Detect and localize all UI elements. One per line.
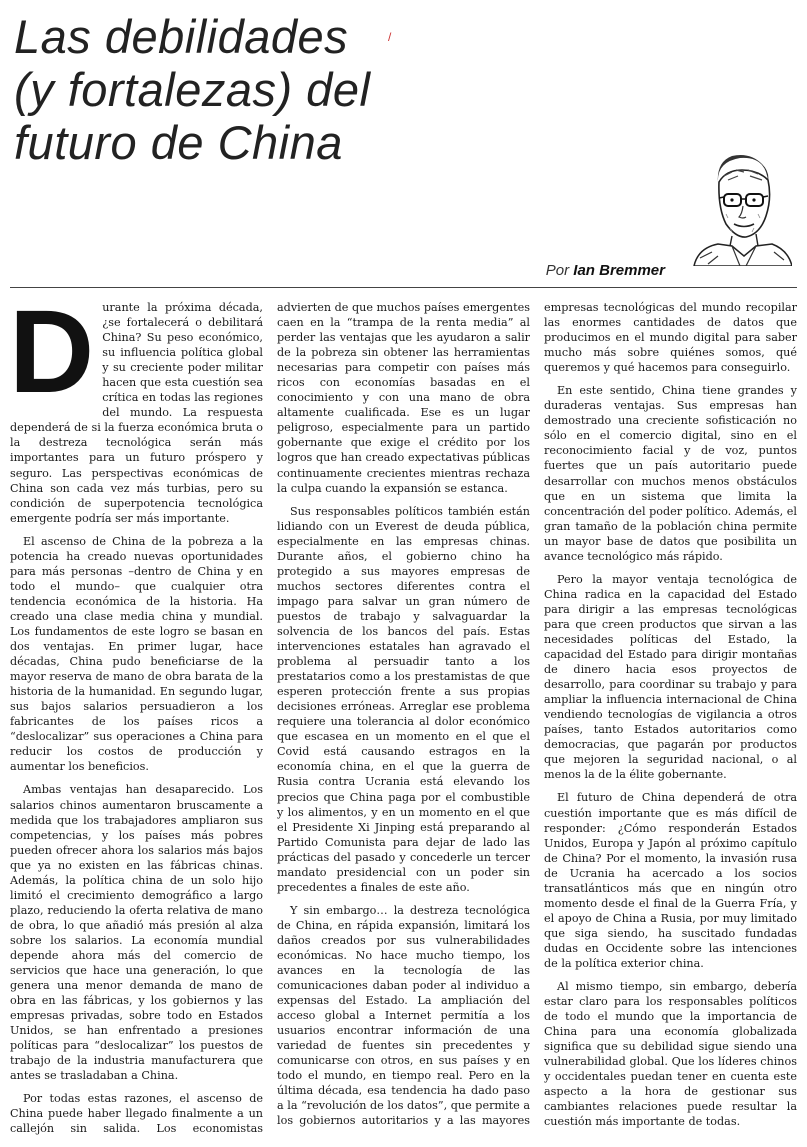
headline-line: (y fortalezas) del: [14, 63, 371, 116]
article-paragraph: [9, 286, 263, 526]
header-divider: [10, 287, 797, 288]
article-paragraph: Al mismo tiempo, sin embargo, debería estar claro para los responsables políticos de todo el mundo que la importancia de China para una economía globalizada significa que su debilidad sigue siendo una vulnerabilidad global. Que los líderes chinos y occidentales puedan tener en cuenta este aspecto a la hora de gestionar sus cambiantes relaciones puede resultar la cuestión más importante de todas.: [544, 980, 797, 1129]
byline-prefix: Por: [545, 262, 570, 279]
paragraph-text: urante la próxima década, ¿se fortalecerá o debilitará China? Su peso económico, su influencia política global y su creciente poder militar hacen que esta cuestión sea crítica en todas las regiones del mundo. La respuesta dependerá de si la fuerza económica bruta o la destreza tecnológica serán más importantes para un futuro próspero y seguro. Las perspectivas económicas de China son cada vez más turbias, pero su condición de superpotencia tecnológica emergente podría ser más importante.: [10, 301, 263, 525]
article-paragraph: El futuro de China dependerá de otra cuestión importante que es más difícil de responder: ¿Cómo responderán Estados Unidos, Europa y Japón al próximo capítulo de China? Por el momento, la invasión rusa de Ucrania ha acercado a los socios transatlánticos más que en ningún otro momento desde el final de la Guerra Fría, y el apoyo de China a Rusia, por muy limitado que siga siendo, ha suscitado fundadas dudas en Occidente sobre las intenciones de la política exterior china.: [544, 791, 797, 970]
article-paragraph: Sus responsables políticos también están lidiando con un Everest de deuda pública, especialmente en las empresas chinas. Durante años, el gobierno chino ha protegido a sus mayores empresas de muchos sectores diferentes contra el impago para salvar un gran número de puestos de trabajo y salvaguardar la solvencia de los bancos del país. Estas intervenciones estatales han agravado el problema al persuadir tanto a los prestatarios como a los prestamistas de que esperen protección frente a sus propias decisiones erróneas. Arreglar ese problema requiere una tolerancia al dolor económico que escasea en un momento en el que el Covid está causando estragos en la economía china, en el que la guerra de Rusia contra Ucrania está elevando los precios que China paga por el combustible y los alimentos, y en un momento en el que el Presidente Xi Jinping está preparando al Partido Comunista para dejar de lado las prácticas del pasado y concederle un tercer mandato presidencial con un poder sin precedentes a finales de este año.: [277, 504, 530, 894]
drop-cap: D: [9, 286, 95, 418]
headline-line: Las debilidades: [14, 10, 349, 63]
article-paragraph: En este sentido, China tiene grandes y duraderas ventajas. Sus empresas han demostrado una creciente sofisticación no sólo en el comercio digital, sino en el reconocimiento facial y de voz, puntos fuertes que un país autoritario puede desarrollar con muchos menos obstáculos que en un sistema que limita la concentración del poder político. Además, el gran tamaño de la población china permite un mayor base de datos que posibilita un avance tecnológico más rápido.: [544, 384, 797, 563]
article-paragraph: Pero la mayor ventaja tecnológica de China radica en la capacidad del Estado para dirigir a las empresas tecnológicas para que creen productos que sirvan a las necesidades políticas del Estado, la capacidad del Estado para dirigir montañas de dinero hacia esos proyectos de desarrollo, para coordinar su trabajo y para ampliar la influencia internacional de China vendiendo tecnologías de vigilancia a otros países, tanto Estados autoritarios como democracias, que pagarán por productos que mejoren la seguridad nacional, o al menos la de la élite gobernante.: [544, 572, 797, 782]
article-paragraph: Ambas ventajas han desaparecido. Los salarios chinos aumentaron bruscamente a medida que los trabajadores ampliaron sus competencias, y los países más pobres pueden ofrecer ahora los salarios más bajos que ya no existen en las fábricas chinas. Además, la política china de un solo hijo limitó el crecimiento demográfico a largo plazo, reduciendo la oferta relativa de mano de obra, lo que añadió más presión al alza sobre los salarios. La economía mundial depende ahora más del comercio de servicios que hace una generación, lo que genera una menor demanda de mano de obra en las fábricas, y los gobiernos y las empresas privadas, sobre todo en Estados Unidos, se han enfrentado a presiones políticas para “deslocalizar” los puestos de trabajo de la industria manufacturera que antes se trasladaban a China.: [10, 783, 263, 1083]
author-name: Ian Bremmer: [573, 262, 665, 279]
headline-line: futuro de China: [14, 116, 343, 169]
article-paragraph: Y sin embargo… la destreza tecnológica de China, en rápida expansión, limitará los daños creados por sus vulnerabilidades económicas. No hace mucho tiempo, los avances en la tecnología de las comunicaciones daban poder al individuo a expensas del Estado. La ampliación del acceso global a Internet permitía a los usuarios encontrar información de una variedad de fuentes sin precedentes y comunicarse con otros, en sus países y en todo el mundo, en tiempo real. Pero en la última década, esa tendencia ha dado paso a la “revolución de los datos”, que permite a los gobiernos autoritarios y a las mayores empresas tecnológicas del mundo recopilar las enormes cantidades de datos que producimos en el mundo digital para saber mucho más sobre quiénes somos, qué queremos y qué hacemos para conseguirlo.: [277, 301, 797, 1128]
byline: [546, 262, 665, 279]
article-paragraph: El ascenso de China de la pobreza a la potencia ha creado nuevas oportunidades para más personas –dentro de China y en todo el mundo– que cualquier otra tendencia económica de la historia. Ha creado una clase media china y mundial. Los fundamentos de este logro se basan en dos ventajas. En primer lugar, hace décadas, China pudo beneficiarse de la mayor reserva de mano de obra barata de la historia de la humanidad. En segundo lugar, sus bajos salarios persuadieron a los fabricantes de los países ricos a “deslocalizar” sus operaciones a China para reducir los costos de producción y aumentar los beneficios.: [10, 534, 263, 774]
article-paragraph: Por todas estas razones, el ascenso de China puede haber llegado finalmente a un callejón sin salida. Los economistas advierten de que muchos países emergentes caen en la “trampa de la renta media” al perder las ventajas que les ayudaron a salir de la pobreza sin obtener las herramientas necesarias para competir con países más ricos con economías basadas en el conocimiento y con una mano de obra altamente cualificada. Ese es un lugar peligroso, especialmente para un partido gobernante que exige el crédito por los logros que han creado expectativas públicas continuamente crecientes mientras rechaza la culpa cuando la expansión se estanca.: [10, 301, 530, 1136]
author-portrait: [688, 148, 792, 266]
article-body: [9, 286, 797, 1140]
accent-mark: /: [388, 30, 392, 44]
headline: [14, 10, 534, 169]
